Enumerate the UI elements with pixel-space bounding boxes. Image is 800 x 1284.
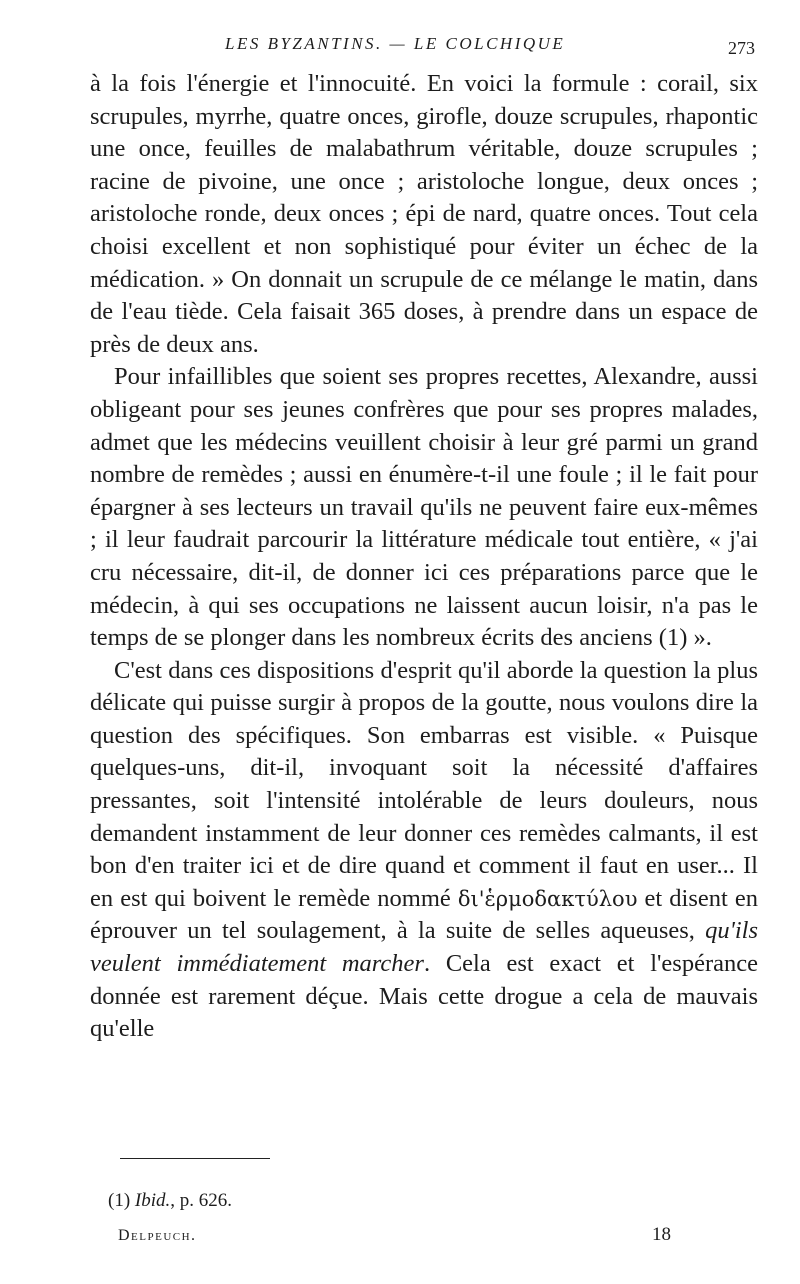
italic-quote: qu'ils veulent immédiatement marcher xyxy=(90,917,758,978)
page-number: 273 xyxy=(728,38,755,58)
running-title: LES BYZANTINS. — LE COLCHIQUE xyxy=(225,34,566,53)
body-text xyxy=(90,68,758,1046)
paragraph-3 xyxy=(90,655,758,1046)
paragraph-3-text-b: et disent en éprouver un tel soulagement, à la suite de selles aqueuses, xyxy=(90,884,758,945)
footnote-rule xyxy=(120,1158,270,1159)
greek-term: δι'ἑρμοδακτύλου xyxy=(457,886,638,911)
printer-signature: Delpeuch. xyxy=(118,1227,197,1244)
footnote xyxy=(108,1190,232,1212)
footnote-ref-rest: , p. 626. xyxy=(170,1190,233,1211)
footnote-marker: (1) xyxy=(108,1190,131,1211)
paragraph-1: à la fois l'énergie et l'innocuité. En voici la formule : corail, six scrupules, myrrhe, quatre onces, girofle, douze scrupules, rhapontic une once, feuilles de malabathrum véritable, douze scrupules ; racine de pivoine, une once ; aristoloche longue, deux onces ; aristoloche ronde, deux onces ; épi de nard, quatre onces. Tout cela choisi excellent et non sophistiqué pour éviter un échec de la médication. » On donnait un scrupule de ce mélange le matin, dans de l'eau tiède. Cela faisait 365 doses, à prendre dans un espace de près de deux ans. xyxy=(90,70,758,358)
sheet-number: 18 xyxy=(652,1224,671,1245)
paragraph-3-text-c: . Cela est exact et l'espérance donnée est rarement déçue. Mais cette drogue a cela de mauvais qu'elle xyxy=(90,950,758,1043)
paragraph-3-text-a: C'est dans ces dispositions d'esprit qu'il aborde la question la plus délicate qui puisse surgir à propos de la goutte, nous voulons dire la question des spécifiques. Son embarras est visible. « Puisque quelques-uns, dit-il, invoquant soit la nécessité d'affaires pressantes, soit l'intensité intolérable de leurs douleurs, nous demandent instamment de leur donner ces remèdes calmants, il est bon d'en traiter ici et de dire quand et comment il faut en user... Il en est qui boivent le remède nommé xyxy=(90,656,758,912)
footnote-ref-italic: Ibid. xyxy=(134,1190,171,1211)
paragraph-2: Pour infaillibles que soient ses propres recettes, Alexandre, aussi obligeant pour ses jeunes confrères que pour ses propres malades, admet que les médecins veuillent choisir à leur gré parmi un grand nombre de remèdes ; aussi en énumère-t-il une foule ; il le fait pour épargner à ses lecteurs un travail qu'ils ne peuvent faire eux-mêmes ; il leur faudrait parcourir la littérature médicale tout entière, « j'ai cru nécessaire, dit-il, de donner ici ces préparations parce que le médecin, à qui ses occupations ne laissent aucun loisir, n'a pas le temps de se plonger dans les nombreux écrits des anciens (1) ». xyxy=(90,363,758,652)
